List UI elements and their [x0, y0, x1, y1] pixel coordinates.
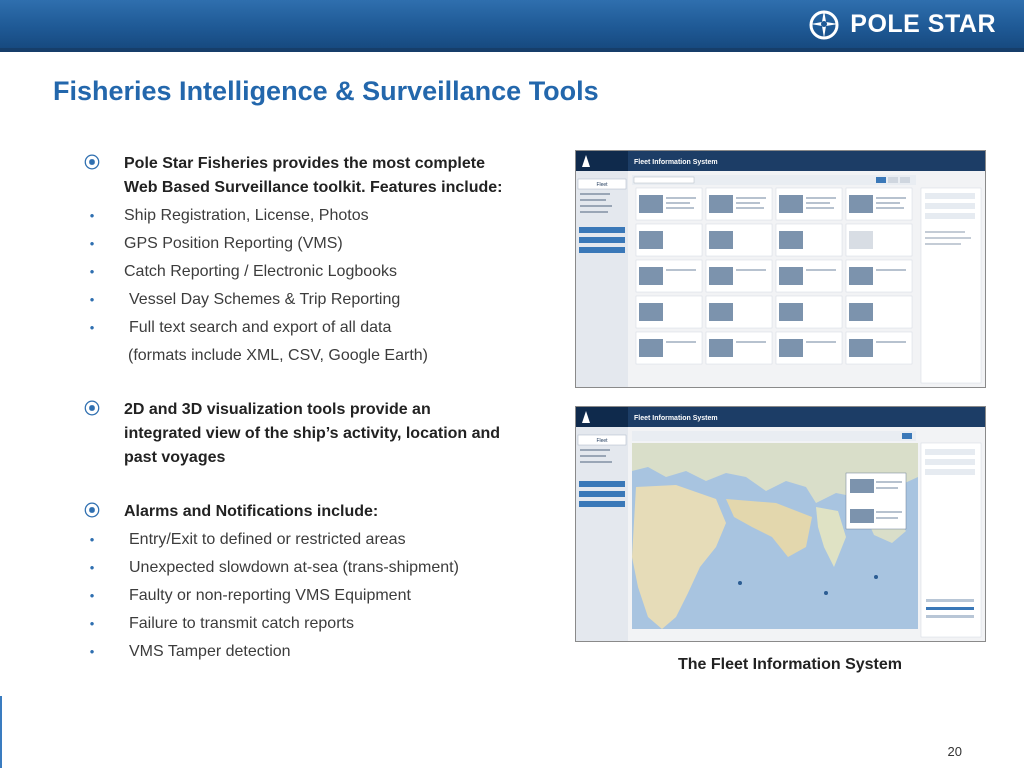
list-item-text: VMS Tamper detection: [129, 643, 291, 660]
app-title: Fleet Information System: [634, 415, 718, 422]
bullet-dot-icon: •: [89, 292, 95, 307]
star-globe-icon: [808, 7, 842, 41]
list-item-text: GPS Position Reporting (VMS): [124, 235, 343, 252]
list-item-text: Ship Registration, License, Photos: [124, 207, 369, 224]
bullet-dot-icon: •: [89, 644, 95, 659]
heading-line: Alarms and Notifications include:: [124, 503, 379, 520]
list-item: [80, 640, 550, 664]
list-item: [80, 204, 550, 228]
sidebar-item-fleet: Fleet: [596, 438, 608, 444]
bullet-dot-icon: •: [89, 588, 95, 603]
heading-line: 2D and 3D visualization tools provide an: [124, 401, 431, 418]
bullet-dot-icon: •: [89, 560, 95, 575]
page-number: 20: [947, 744, 962, 759]
page-title: Fisheries Intelligence & Surveillance Tools: [53, 76, 599, 106]
heading-line: Pole Star Fisheries provides the most complete: [124, 155, 485, 172]
fleet-grid-image: [576, 151, 985, 387]
continuation-text: (formats include XML, CSV, Google Earth): [128, 347, 428, 364]
bullet-dot-icon: •: [89, 208, 95, 223]
heading-line: integrated view of the ship’s activity, location and: [124, 425, 501, 442]
list-item-text: Vessel Day Schemes & Trip Reporting: [129, 291, 401, 308]
bullet-content: [80, 150, 550, 668]
list-item: [80, 288, 550, 312]
fleet-map-screenshot: [575, 406, 986, 642]
bullet-dot-icon: •: [89, 264, 95, 279]
list-item-text: Unexpected slowdown at-sea (trans-shipment): [129, 559, 459, 576]
bullet-dot-icon: •: [89, 532, 95, 547]
pole-star-logo: [808, 6, 996, 42]
section-heading: [80, 152, 550, 200]
list-item: [80, 556, 550, 580]
circle-bullet-icon: ⦿: [83, 503, 100, 520]
logo-text: POLE STAR: [850, 9, 996, 38]
list-item: [80, 528, 550, 552]
bullet-dot-icon: •: [89, 616, 95, 631]
fleet-grid-screenshot: [575, 150, 986, 388]
list-item: [80, 316, 550, 340]
list-item: [80, 584, 550, 608]
section-heading: [80, 500, 550, 524]
section-heading: [80, 398, 550, 470]
header-divider: [0, 48, 1024, 52]
list-item-text: Catch Reporting / Electronic Logbooks: [124, 263, 398, 280]
list-item: [80, 260, 550, 284]
app-title: Fleet Information System: [634, 159, 718, 166]
list-item-continuation: [80, 344, 550, 368]
screenshot-caption: The Fleet Information System: [677, 656, 903, 673]
heading-line: Web Based Surveillance toolkit. Features include:: [124, 179, 503, 196]
list-item-text: Faulty or non-reporting VMS Equipment: [129, 587, 411, 604]
bullet-dot-icon: •: [89, 320, 95, 335]
list-item-text: Entry/Exit to defined or restricted areas: [129, 531, 406, 548]
fleet-map-image: [576, 407, 985, 641]
bullet-dot-icon: •: [89, 236, 95, 251]
circle-bullet-icon: ⦿: [83, 401, 100, 418]
list-item-text: Full text search and export of all data: [129, 319, 392, 336]
circle-bullet-icon: ⦿: [83, 155, 100, 172]
list-item: [80, 232, 550, 256]
list-item: [80, 612, 550, 636]
list-item-text: Failure to transmit catch reports: [129, 615, 354, 632]
left-accent-line: [0, 696, 2, 768]
heading-line: past voyages: [124, 449, 226, 466]
sidebar-item-fleet: Fleet: [596, 182, 608, 188]
